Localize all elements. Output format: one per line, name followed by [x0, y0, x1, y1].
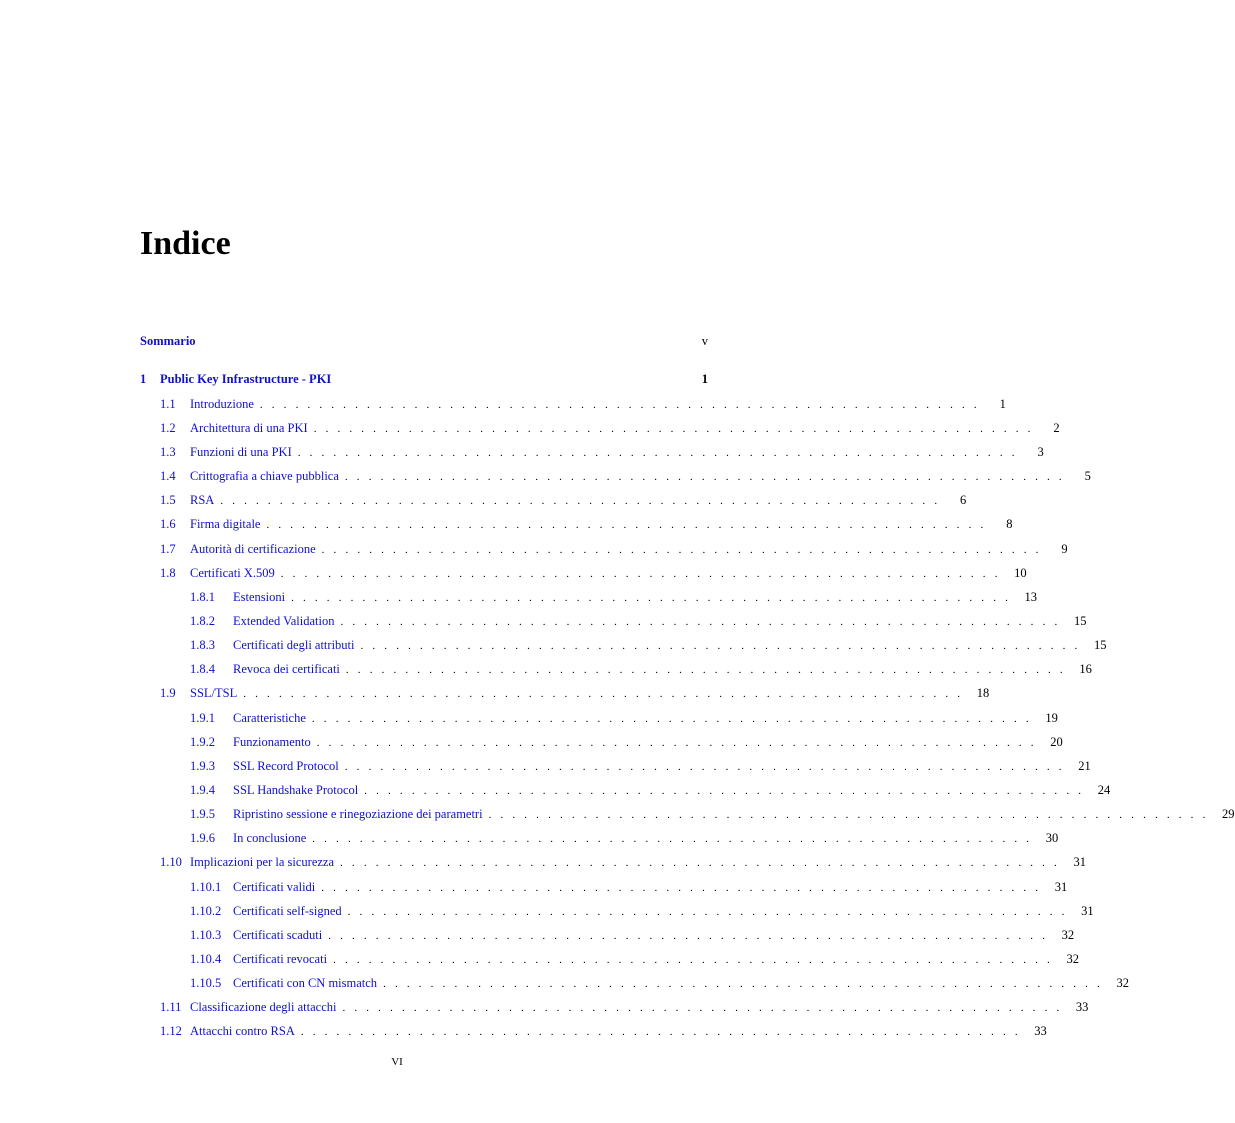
toc-entry-page: 32 — [1066, 952, 1080, 966]
toc-leader-dots: . . . . . . . . . . . . . . . . . . . . . . . . . . . . . . . . . . . . . . . . . . . . . . . . . . . . . . . . . . . . . — [347, 906, 1068, 918]
toc-entry-number: 1.10.4 — [190, 952, 222, 966]
toc-entry-label[interactable]: Certificati validi — [233, 880, 316, 894]
toc-entry-1-7[interactable] — [140, 540, 1068, 558]
toc-entry-page: 18 — [976, 686, 990, 700]
toc-entry-number: 1.5 — [160, 493, 176, 507]
toc-entry-label[interactable]: Certificati con CN mismatch — [233, 976, 378, 990]
toc-entry-1-12[interactable] — [140, 1022, 1047, 1040]
toc-entry-1-9-3[interactable] — [140, 757, 1091, 775]
toc-entry-page: 3 — [1037, 445, 1044, 459]
toc-entry-number: 1.12 — [160, 1024, 182, 1038]
toc-entry-label[interactable]: Caratteristiche — [233, 711, 306, 725]
toc-leader-dots: . . . . . . . . . . . . . . . . . . . . . . . . . . . . . . . . . . . . . . . . . . . . . . . . . . . . . . . . . . . . . — [342, 1002, 1063, 1014]
toc-leader-dots: . . . . . . . . . . . . . . . . . . . . . . . . . . . . . . . . . . . . . . . . . . . . . . . . . . . . . . . . . . . . . — [312, 833, 1033, 845]
toc-entry-label[interactable]: Implicazioni per la sicurezza — [190, 855, 335, 869]
toc-entry-label[interactable]: Autorità di certificazione — [190, 542, 316, 556]
toc-entry-label[interactable]: Sommario — [140, 334, 196, 348]
toc-entry-1-10-3[interactable] — [140, 926, 1075, 944]
toc-entry-label[interactable]: SSL Handshake Protocol — [233, 783, 359, 797]
toc-entry-1-8[interactable] — [140, 564, 1027, 582]
toc-leader-dots: . . . . . . . . . . . . . . . . . . . . . . . . . . . . . . . . . . . . . . . . . . . . . . . . . . . . . . . . . . . . . — [291, 592, 1012, 604]
toc-leader-dots: . . . . . . . . . . . . . . . . . . . . . . . . . . . . . . . . . . . . . . . . . . . . . . . . . . . . . . . . . . . . . — [297, 447, 1018, 459]
toc-entry-number: 1.6 — [160, 517, 176, 531]
toc-entry-1-9-1[interactable] — [140, 709, 1058, 727]
toc-entry-page: 31 — [1054, 880, 1068, 894]
toc-entry-label[interactable]: Certificati degli attributi — [233, 638, 355, 652]
toc-leader-dots: . . . . . . . . . . . . . . . . . . . . . . . . . . . . . . . . . . . . . . . . . . . . . . . . . . . . . . . . . . . . . — [316, 737, 1037, 749]
toc-entry-1-10[interactable] — [140, 853, 1086, 871]
toc-entry-label[interactable]: Crittografia a chiave pubblica — [190, 469, 339, 483]
toc-entry-label[interactable]: Attacchi contro RSA — [190, 1024, 295, 1038]
toc-entry-number: 1.7 — [160, 542, 176, 556]
toc-entry-page: 10 — [1014, 566, 1027, 580]
toc-leader-dots: . . . . . . . . . . . . . . . . . . . . . . . . . . . . . . . . . . . . . . . . . . . . . . . . . . . . . . . . . . . . . — [344, 761, 1065, 773]
toc-leader-dots: . . . . . . . . . . . . . . . . . . . . . . . . . . . . . . . . . . . . . . . . . . . . . . . . . . . . . . . . . . . . . — [333, 954, 1054, 966]
toc-entry-number: 1.8.4 — [190, 662, 215, 676]
toc-leader-dots: . . . . . . . . . . . . . . . . . . . . . . . . . . . . . . . . . . . . . . . . . . . . . . . . . . . . . . . . . . . . . — [321, 882, 1042, 894]
toc-entry-page: 5 — [1084, 469, 1091, 483]
toc-leader-dots: . . . . . . . . . . . . . . . . . . . . . . . . . . . . . . . . . . . . . . . . . . . . . . . . . . . . . . . . . . . . . — [259, 399, 980, 411]
toc-entry-1-2[interactable] — [140, 419, 1060, 437]
toc-entry-number: 1.8.1 — [190, 590, 215, 604]
toc-leader-dots: . . . . . . . . . . . . . . . . . . . . . . . . . . . . . . . . . . . . . . . . . . . . . . . . . . . . . . . . . . . . . — [220, 495, 941, 507]
toc-entry-chapter-1[interactable] — [140, 370, 708, 388]
toc-entry-number: 1.9.1 — [190, 711, 215, 725]
toc-entry-number: 1.8.3 — [190, 638, 215, 652]
toc-entry-label[interactable]: Certificati self-signed — [233, 904, 342, 918]
toc-entry-page: 19 — [1045, 711, 1058, 725]
toc-entry-page: 31 — [1081, 904, 1094, 918]
toc-entry-page: 1 — [999, 397, 1006, 411]
toc-entry-label[interactable]: Funzionamento — [233, 735, 311, 749]
toc-leader-dots: . . . . . . . . . . . . . . . . . . . . . . . . . . . . . . . . . . . . . . . . . . . . . . . . . . . . . . . . . . . . . — [266, 519, 987, 531]
toc-entry-label[interactable]: SSL Record Protocol — [233, 759, 339, 773]
toc-leader-dots: . . . . . . . . . . . . . . . . . . . . . . . . . . . . . . . . . . . . . . . . . . . . . . . . . . . . . . . . . . . . . — [364, 785, 1085, 797]
toc-entry-number: 1.10.1 — [190, 880, 222, 894]
page-title: Indice — [140, 225, 231, 262]
toc-entry-number: 1.9.6 — [190, 831, 215, 845]
toc-entry-page: 16 — [1079, 662, 1092, 676]
toc-entry-page: 15 — [1093, 638, 1107, 652]
toc-entry-number: 1.10.3 — [190, 928, 222, 942]
toc-entry-page: 31 — [1073, 855, 1086, 869]
toc-entry-number: 1.9.3 — [190, 759, 215, 773]
toc-entry-label[interactable]: Certificati X.509 — [190, 566, 275, 580]
toc-leader-dots: . . . . . . . . . . . . . . . . . . . . . . . . . . . . . . . . . . . . . . . . . . . . . . . . . . . . . . . . . . . . . — [280, 568, 1001, 580]
toc-entry-1-9-2[interactable] — [140, 733, 1063, 751]
toc-entry-page: 13 — [1024, 590, 1038, 604]
toc-entry-page: 6 — [960, 493, 967, 507]
toc-entry-page: 2 — [1053, 421, 1060, 435]
toc-entry-page: 32 — [1116, 976, 1130, 990]
toc-entry-number: 1.11 — [160, 1000, 182, 1014]
toc-entry-number: 1.4 — [160, 469, 176, 483]
toc-entry-number: 1.10.5 — [190, 976, 222, 990]
toc-entry-sommario[interactable] — [140, 332, 708, 350]
toc-leader-dots: . . . . . . . . . . . . . . . . . . . . . . . . . . . . . . . . . . . . . . . . . . . . . . . . . . . . . . . . . . . . . — [488, 809, 1209, 821]
toc-leader-dots: . . . . . . . . . . . . . . . . . . . . . . . . . . . . . . . . . . . . . . . . . . . . . . . . . . . . . . . . . . . . . — [345, 664, 1066, 676]
toc-entry-page: 30 — [1045, 831, 1059, 845]
toc-leader-dots: . . . . . . . . . . . . . . . . . . . . . . . . . . . . . . . . . . . . . . . . . . . . . . . . . . . . . . . . . . . . . — [321, 544, 1042, 556]
toc-entry-1-4[interactable] — [140, 467, 1091, 485]
toc-entry-label[interactable]: Funzioni di una PKI — [190, 445, 292, 459]
toc-entry-1-8-4[interactable] — [140, 660, 1092, 678]
toc-entry-label[interactable]: Certificati revocati — [233, 952, 328, 966]
toc-entry-number: 1.1 — [160, 397, 176, 411]
toc-entry-1-10-1[interactable] — [140, 878, 1068, 896]
toc-entry-number: 1.9 — [160, 686, 176, 700]
toc-entry-number: 1.10.2 — [190, 904, 222, 918]
toc-entry-label[interactable]: Extended Validation — [233, 614, 335, 628]
toc-entry-number: 1.9.4 — [190, 783, 215, 797]
toc-leader-dots: . . . . . . . . . . . . . . . . . . . . . . . . . . . . . . . . . . . . . . . . . . . . . . . . . . . . . . . . . . . . . — [360, 640, 1081, 652]
toc-entry-1-9-6[interactable] — [140, 829, 1059, 847]
toc-entry-number: 1 — [140, 372, 147, 386]
toc-leader-dots: . . . . . . . . . . . . . . . . . . . . . . . . . . . . . . . . . . . . . . . . . . . . . . . . . . . . . . . . . . . . . — [313, 423, 1034, 435]
toc-entry-1-8-2[interactable] — [140, 612, 1087, 630]
toc-entry-page: v — [701, 334, 708, 348]
toc-entry-page: 32 — [1061, 928, 1075, 942]
toc-entry-1-9[interactable] — [140, 684, 990, 702]
toc-entry-label[interactable]: Introduzione — [190, 397, 254, 411]
toc-entry-number: 1.10 — [160, 855, 182, 869]
toc-entry-page: 24 — [1097, 783, 1111, 797]
toc-leader-dots: . . . . . . . . . . . . . . . . . . . . . . . . . . . . . . . . . . . . . . . . . . . . . . . . . . . . . . . . . . . . . — [243, 688, 964, 700]
toc-entry-label[interactable]: Estensioni — [233, 590, 286, 604]
toc-entry-1-3[interactable] — [140, 443, 1044, 461]
toc-entry-page: 9 — [1061, 542, 1068, 556]
toc-entry-number: 1.3 — [160, 445, 176, 459]
toc-entry-1-10-5[interactable] — [140, 974, 1130, 992]
toc-leader-dots: . . . . . . . . . . . . . . . . . . . . . . . . . . . . . . . . . . . . . . . . . . . . . . . . . . . . . . . . . . . . . — [328, 930, 1049, 942]
toc-leader-dots: . . . . . . . . . . . . . . . . . . . . . . . . . . . . . . . . . . . . . . . . . . . . . . . . . . . . . . . . . . . . . — [300, 1026, 1021, 1038]
toc-entry-page: 15 — [1073, 614, 1087, 628]
toc-entry-label[interactable]: In conclusione — [233, 831, 307, 845]
toc-entry-page: 33 — [1034, 1024, 1047, 1038]
toc-leader-dots: . . . . . . . . . . . . . . . . . . . . . . . . . . . . . . . . . . . . . . . . . . . . . . . . . . . . . . . . . . . . . — [383, 978, 1104, 990]
toc-entry-1-11[interactable] — [140, 998, 1089, 1016]
toc-leader-dots: . . . . . . . . . . . . . . . . . . . . . . . . . . . . . . . . . . . . . . . . . . . . . . . . . . . . . . . . . . . . . — [311, 713, 1032, 725]
toc-entry-label[interactable]: RSA — [190, 493, 215, 507]
toc-entry-page: 1 — [701, 372, 708, 386]
toc-entry-page: 20 — [1050, 735, 1063, 749]
toc-entry-label[interactable]: SSL/TSL — [190, 686, 238, 700]
toc-entry-page: 29 — [1222, 807, 1235, 821]
toc-entry-number: 1.2 — [160, 421, 176, 435]
toc-entry-1-9-4[interactable] — [140, 781, 1111, 799]
toc-entry-1-6[interactable] — [140, 515, 1013, 533]
toc-entry-label[interactable]: Public Key Infrastructure - PKI — [160, 372, 332, 386]
toc-entry-page: 33 — [1075, 1000, 1089, 1014]
toc-entry-number: 1.8.2 — [190, 614, 215, 628]
toc-entry-1-8-1[interactable] — [140, 588, 1038, 606]
toc-entry-number: 1.9.2 — [190, 735, 215, 749]
toc-entry-label[interactable]: Firma digitale — [190, 517, 261, 531]
toc-entry-label[interactable]: Certificati scaduti — [233, 928, 323, 942]
toc-entry-number: 1.9.5 — [190, 807, 215, 821]
toc-entry-page: 8 — [1006, 517, 1013, 531]
toc-entry-label[interactable]: Architettura di una PKI — [190, 421, 308, 435]
toc-entry-label[interactable]: Classificazione degli attacchi — [190, 1000, 337, 1014]
toc-entry-1-8-3[interactable] — [140, 636, 1107, 654]
toc-entry-label[interactable]: Ripristino sessione e rinegoziazione dei parametri — [233, 807, 483, 821]
toc-entry-1-9-5[interactable] — [140, 805, 1235, 823]
toc-entry-label[interactable]: Revoca dei certificati — [233, 662, 340, 676]
toc-entry-1-5[interactable] — [140, 491, 967, 509]
toc-entry-page: 21 — [1078, 759, 1091, 773]
toc-entry-1-1[interactable] — [140, 395, 1006, 413]
toc-leader-dots: . . . . . . . . . . . . . . . . . . . . . . . . . . . . . . . . . . . . . . . . . . . . . . . . . . . . . . . . . . . . . — [340, 616, 1061, 628]
toc-entry-1-10-2[interactable] — [140, 902, 1094, 920]
toc-entry-1-10-4[interactable] — [140, 950, 1080, 968]
toc-leader-dots: . . . . . . . . . . . . . . . . . . . . . . . . . . . . . . . . . . . . . . . . . . . . . . . . . . . . . . . . . . . . . — [340, 857, 1060, 869]
toc-entry-number: 1.8 — [160, 566, 176, 580]
page-number: VI — [391, 1056, 403, 1068]
toc-leader-dots: . . . . . . . . . . . . . . . . . . . . . . . . . . . . . . . . . . . . . . . . . . . . . . . . . . . . . . . . . . . . . — [344, 471, 1065, 483]
